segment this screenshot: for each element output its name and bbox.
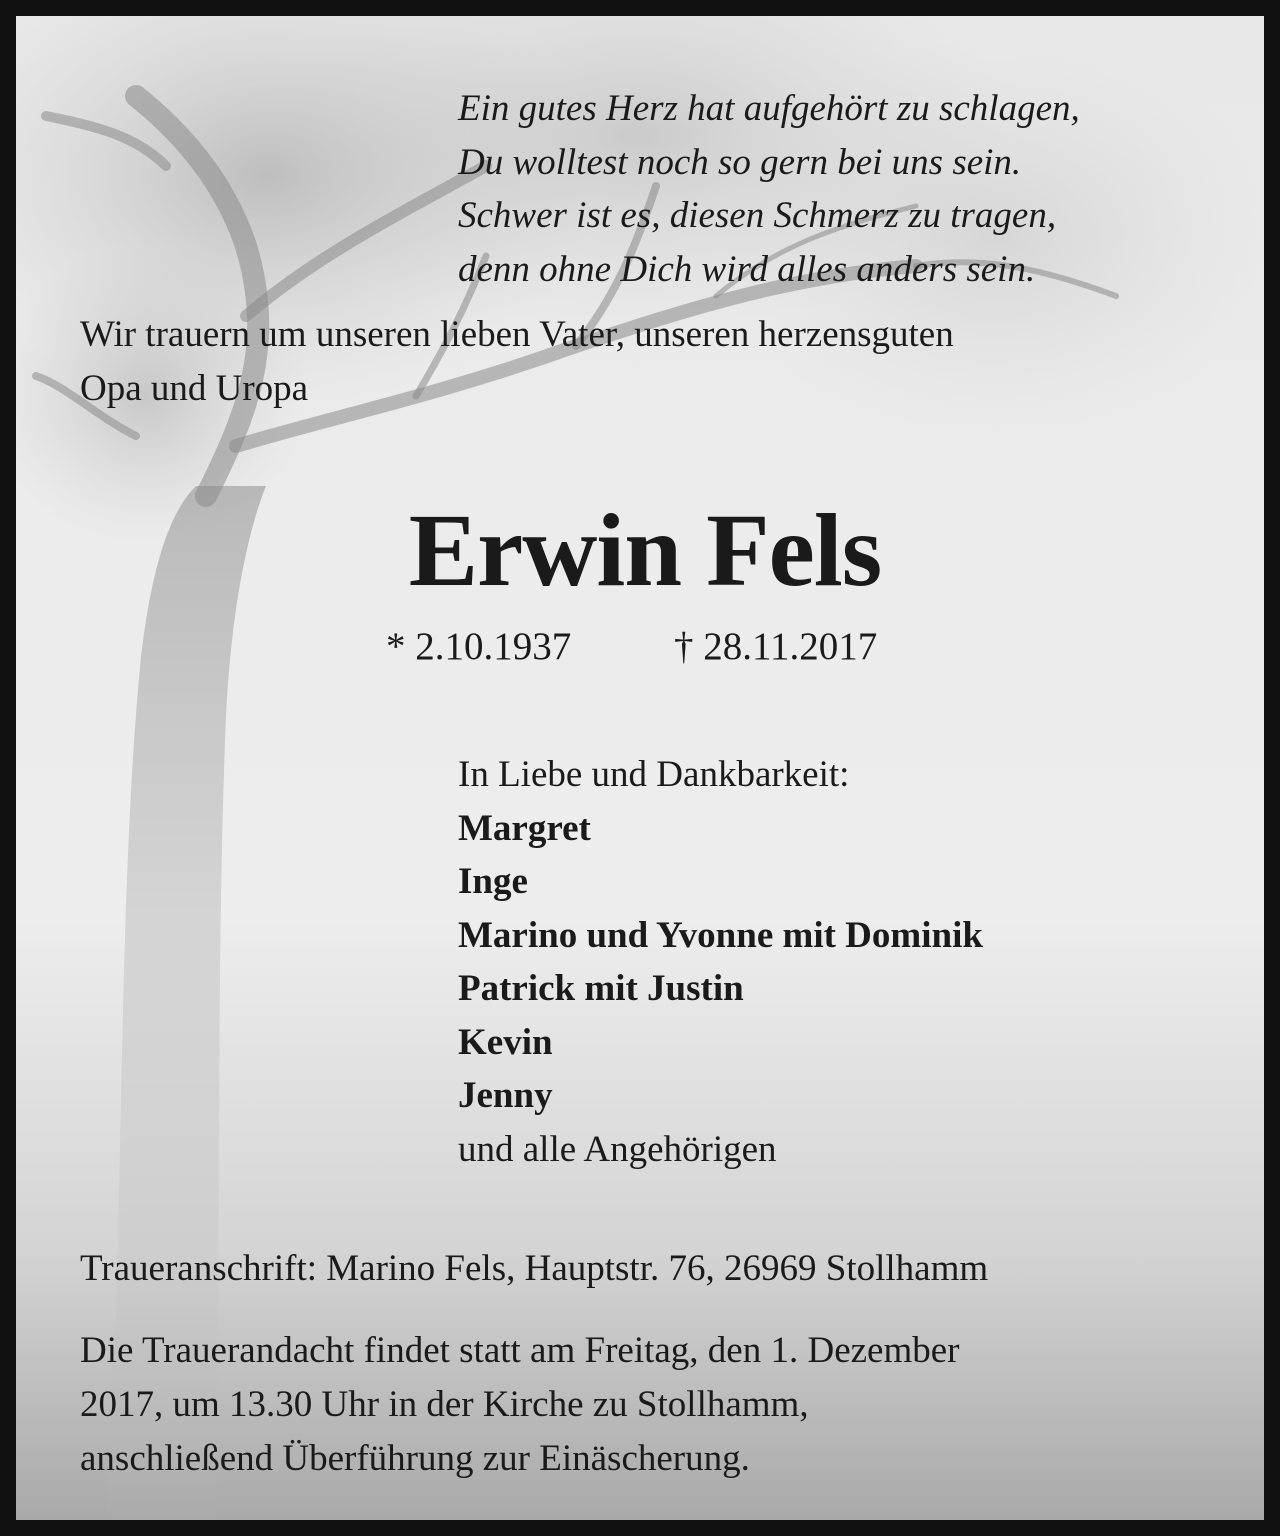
- mourner-name: Patrick mit Justin: [458, 968, 744, 1009]
- mourner-name: Kevin: [458, 1021, 553, 1063]
- birth-date: * 2.10.1937: [386, 625, 572, 668]
- poem-line: Du wolltest noch so gern bei uns sein.: [458, 141, 1022, 183]
- condolence-address: Traueranschrift: Marino Fels, Hauptstr. 76, 26969 Stollhamm: [80, 1248, 989, 1289]
- intro-line: Wir trauern um unseren lieben Vater, unseren herzensguten: [80, 314, 954, 355]
- mourner-name: Jenny: [458, 1075, 553, 1116]
- service-line: Die Trauerandacht findet statt am Freitag, den 1. Dezember: [80, 1330, 960, 1371]
- death-date: † 28.11.2017: [674, 625, 878, 668]
- poem-line: denn ohne Dich wird alles anders sein.: [458, 248, 1036, 290]
- poem-line: Schwer ist es, diesen Schmerz zu tragen,: [458, 195, 1057, 236]
- mourners-list: [458, 748, 983, 1176]
- mourner-name: Marino und Yvonne mit Dominik: [458, 914, 983, 956]
- intro-line: Opa und Uropa: [80, 368, 309, 409]
- memorial-poem: [458, 82, 1080, 296]
- mourner-name: Margret: [458, 807, 591, 849]
- service-information: [80, 1324, 1210, 1486]
- mourners-closing: und alle Angehörigen: [458, 1128, 777, 1170]
- mourners-heading: In Liebe und Dankbarkeit:: [458, 754, 850, 795]
- service-line: 2017, um 13.30 Uhr in der Kirche zu Stollhamm,: [80, 1384, 809, 1425]
- deceased-name: Erwin Fels: [408, 493, 882, 608]
- mourner-name: Inge: [458, 861, 528, 902]
- mourning-intro: [80, 308, 1210, 416]
- poem-line: Ein gutes Herz hat aufgehört zu schlagen,: [458, 88, 1080, 129]
- service-line: anschließend Überführung zur Einäscherung.: [80, 1438, 750, 1479]
